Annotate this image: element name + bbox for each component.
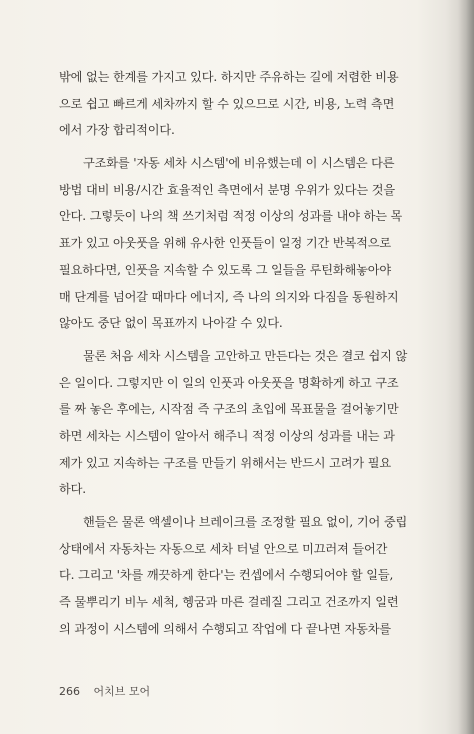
text-line: 안다. 그렇듯이 나의 책 쓰기처럼 적정 이상의 성과를 내야 하는 목	[59, 209, 403, 224]
text-line: 표가 있고 아웃풋을 위해 유사한 인풋들이 일정 기간 반복적으로	[59, 236, 391, 251]
page-edge-shadow	[458, 0, 474, 734]
text-line: 다. 그리고 '차를 깨끗하게 한다'는 컨셉에서 수행되어야 할 일들,	[59, 568, 394, 583]
text-line: 를 짜 놓은 후에는, 시작점 즉 구조의 초입에 목표물을 걸어놓기만	[59, 402, 399, 417]
paragraph	[59, 150, 426, 337]
text-line: 방법 대비 비용/시간 효율적인 측면에서 분명 우위가 있다는 것을	[59, 182, 395, 197]
paragraph	[59, 343, 426, 503]
paragraph	[59, 509, 426, 642]
text-line: 제가 있고 지속하는 구조를 만들기 위해서는 반드시 고려가 필요	[59, 455, 391, 470]
text-line: 에서 가장 합리적이다.	[59, 123, 175, 138]
page-number: 266	[59, 685, 80, 698]
text-line: 밖에 없는 한계를 가지고 있다. 하지만 주유하는 길에 저렴한 비용	[59, 70, 399, 84]
text-line: 의 과정이 시스템에 의해서 수행되고 작업에 다 끝나면 자동차를	[59, 621, 391, 636]
text-line: 않아도 중단 없이 목표까지 나아갈 수 있다.	[59, 316, 283, 331]
text-line: 으로 쉽고 빠르게 세차까지 할 수 있으므로 시간, 비용, 노력 측면	[59, 96, 395, 111]
text-line: 물론 처음 세차 시스템을 고안하고 만든다는 것은 결코 쉽지 않	[83, 348, 408, 363]
text-line: 구조화를 '자동 세차 시스템'에 비유했는데 이 시스템은 다른	[83, 156, 395, 171]
text-line: 상태에서 자동차는 자동으로 세차 터널 안으로 미끄러져 들어간	[59, 541, 388, 556]
page-footer	[59, 683, 150, 699]
running-title: 어치브 모어	[93, 685, 151, 698]
body-text	[59, 64, 426, 642]
text-line: 하면 세차는 시스템이 알아서 해주니 적정 이상의 성과를 내는 과	[59, 428, 395, 443]
text-line: 핸들은 물론 액셀이나 브레이크를 조정할 필요 없이, 기어 중립	[83, 515, 408, 529]
text-line: 매 단계를 넘어갈 때마다 에너지, 즉 나의 의지와 다짐을 동원하지	[59, 289, 399, 304]
text-line: 즉 물뿌리기 비누 세척, 헹굼과 마른 걸레질 그리고 건조까지 일련	[59, 595, 399, 610]
text-line: 은 일이다. 그렇지만 이 일의 인풋과 아웃풋을 명확하게 하고 구조	[59, 375, 399, 390]
text-line: 하다.	[59, 482, 86, 497]
paragraph	[59, 64, 426, 144]
text-line: 필요하다면, 인풋을 지속할 수 있도록 그 일들을 루틴화해놓아야	[59, 262, 391, 277]
